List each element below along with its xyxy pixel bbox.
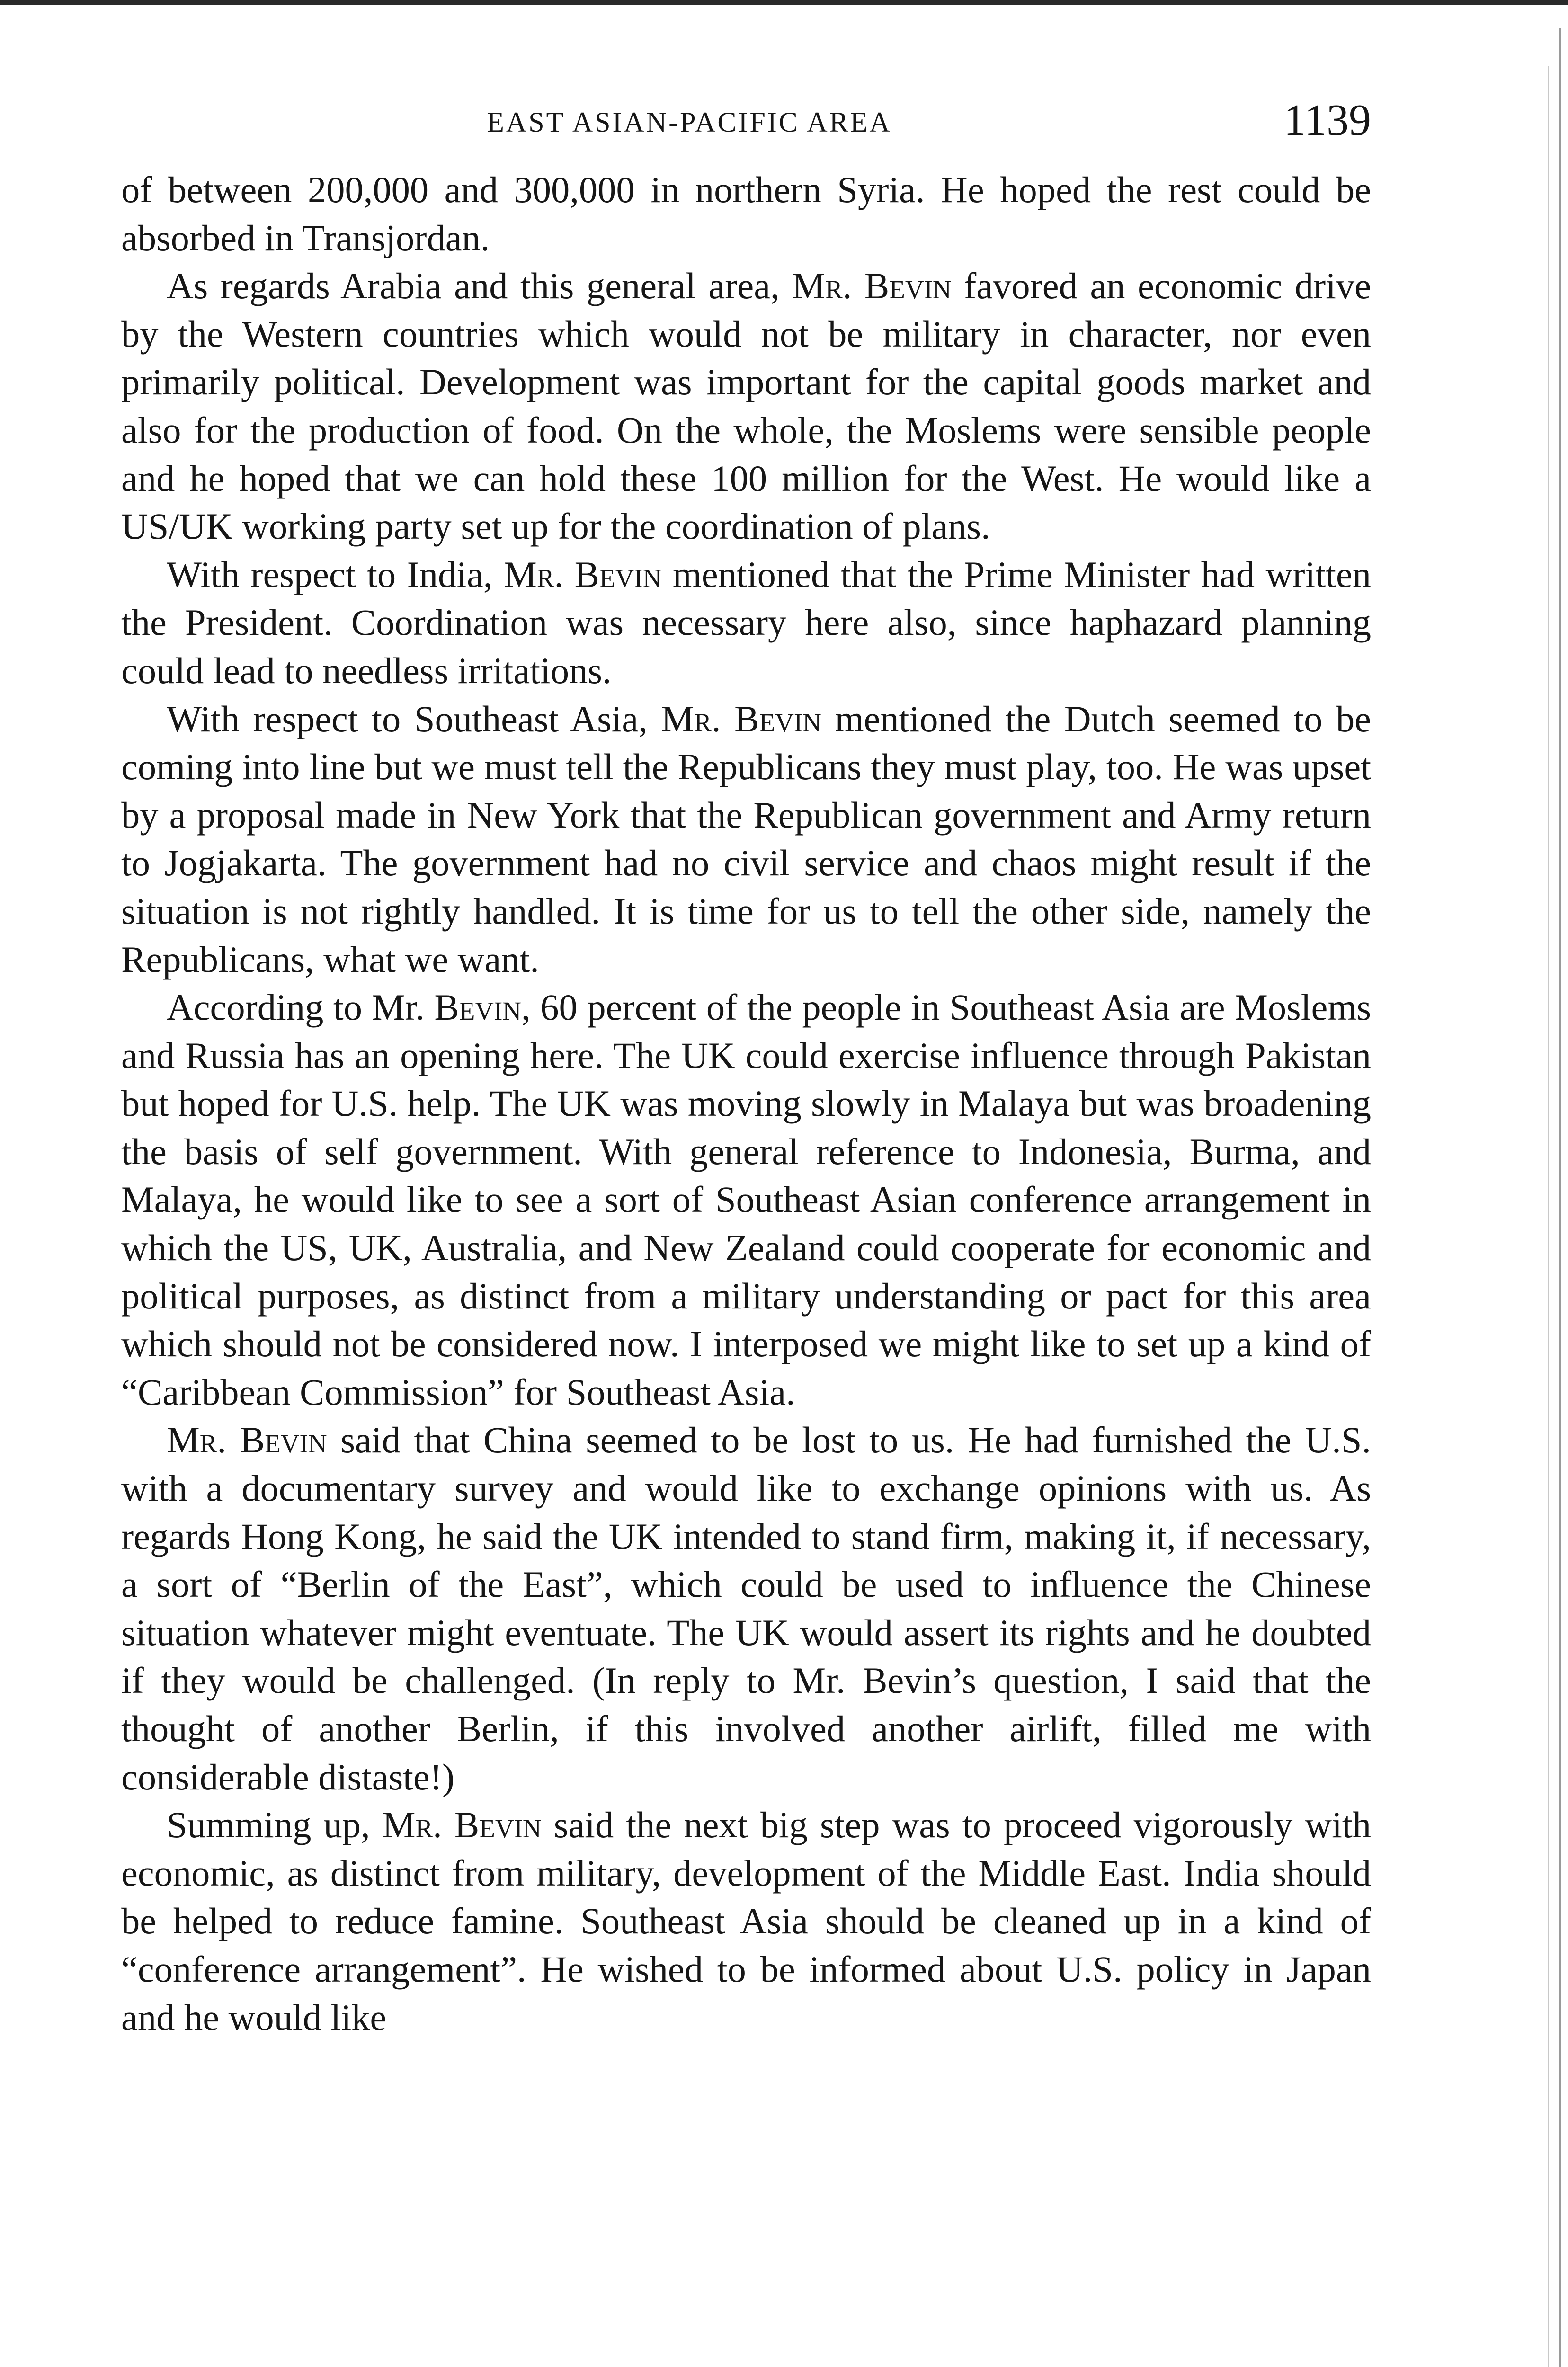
speaker-name: Mr. Bevin bbox=[167, 1419, 327, 1461]
paragraph-1 bbox=[121, 166, 1371, 262]
page-number: 1139 bbox=[1283, 96, 1371, 145]
document-page bbox=[121, 95, 1371, 2041]
paragraph-text: As regards Arabia and this general area, bbox=[167, 265, 793, 307]
paragraph-7 bbox=[121, 1801, 1371, 2041]
paragraph-text: According to Mr. bbox=[167, 987, 435, 1028]
paragraph-text: said the next big step was to proceed vigorously with economic, as distinct from military, development of the Middle East. India should be helped to reduce famine. Southeast Asia should be cleaned up in a kind of “conference arrangement”. He wished to be informed about U.S. policy in Japan and he would like bbox=[121, 1804, 1371, 2038]
paragraph-text: said that China seemed to be lost to us. He had furnished the U.S. with a documentary survey and would like to exchange opinions with us. As regards Hong Kong, he said the UK intended to stand firm, making it, if necessary, a sort of “Berlin of the East”, which could be used to influence the Chinese situation whatever might eventuate. The UK would assert its rights and he doubted if they would be challenged. (In reply to Mr. Bevin’s question, I said that the thought of another Berlin, if this involved another airlift, filled me with considerable distaste!) bbox=[121, 1419, 1371, 1797]
body-text bbox=[121, 166, 1371, 2041]
scan-right-edge-shadow bbox=[1548, 66, 1549, 2367]
paragraph-text: , 60 percent of the people in Southeast Asia are Moslems and Russia has an opening here. The UK could exercise influence through Pakistan but hoped for U.S. help. The UK was moving slowly in Malaya but was broadening the basis of self government. With general reference to Indonesia, Burma, and Malaya, he would like to see a sort of Southeast Asian conference arrangement in which the US, UK, Australia, and New Zealand could cooperate for economic and political purposes, as distinct from a military understanding or pact for this area which should not be considered now. I interposed we might like to set up a kind of “Caribbean Commission” for Southeast Asia. bbox=[121, 987, 1371, 1413]
paragraph-text: With respect to Southeast Asia, bbox=[167, 698, 661, 739]
speaker-name: Mr. Bevin bbox=[504, 553, 662, 595]
paragraph-5 bbox=[121, 983, 1371, 1416]
paragraph-6 bbox=[121, 1416, 1371, 1801]
speaker-name: Mr. Bevin bbox=[382, 1804, 542, 1846]
speaker-name: Bevin bbox=[434, 987, 522, 1028]
paragraph-3 bbox=[121, 551, 1371, 695]
paragraph-4 bbox=[121, 695, 1371, 984]
speaker-name: Mr. Bevin bbox=[661, 698, 821, 739]
paragraph-text: With respect to India, bbox=[167, 553, 504, 595]
paragraph-text: mentioned the Dutch seemed to be coming into line but we must tell the Republicans they must play, too. He was upset by a proposal made in New York that the Republican government and Army return to Jogjakarta. The government had no civil service and chaos might result if the situation is not rightly handled. It is time for us to tell the other side, namely the Republicans, what we want. bbox=[121, 698, 1371, 980]
running-title: EAST ASIAN-PACIFIC AREA bbox=[487, 107, 892, 138]
paragraph-2 bbox=[121, 262, 1371, 551]
paragraph-text: favored an economic drive by the Western countries which would not be military in character, nor even primarily political. Development was important for the capital goods market and also for the production of food. On the whole, the Moslems were sensible people and he hoped that we can hold these 100 million for the West. He would like a US/UK working party set up for the coordination of plans. bbox=[121, 265, 1372, 547]
speaker-name: Mr. Bevin bbox=[792, 265, 952, 307]
scan-top-edge bbox=[0, 0, 1568, 5]
paragraph-text: mentioned that the Prime Minister had written the President. Coordination was necessary here also, since haphazard planning could lead to needless irritations. bbox=[121, 553, 1371, 691]
running-head bbox=[121, 95, 1371, 166]
paragraph-text: of between 200,000 and 300,000 in northern Syria. He hoped the rest could be absorbed in Transjordan. bbox=[121, 169, 1371, 258]
scan-right-edge bbox=[1559, 28, 1561, 2367]
paragraph-text: Summing up, bbox=[167, 1804, 383, 1846]
